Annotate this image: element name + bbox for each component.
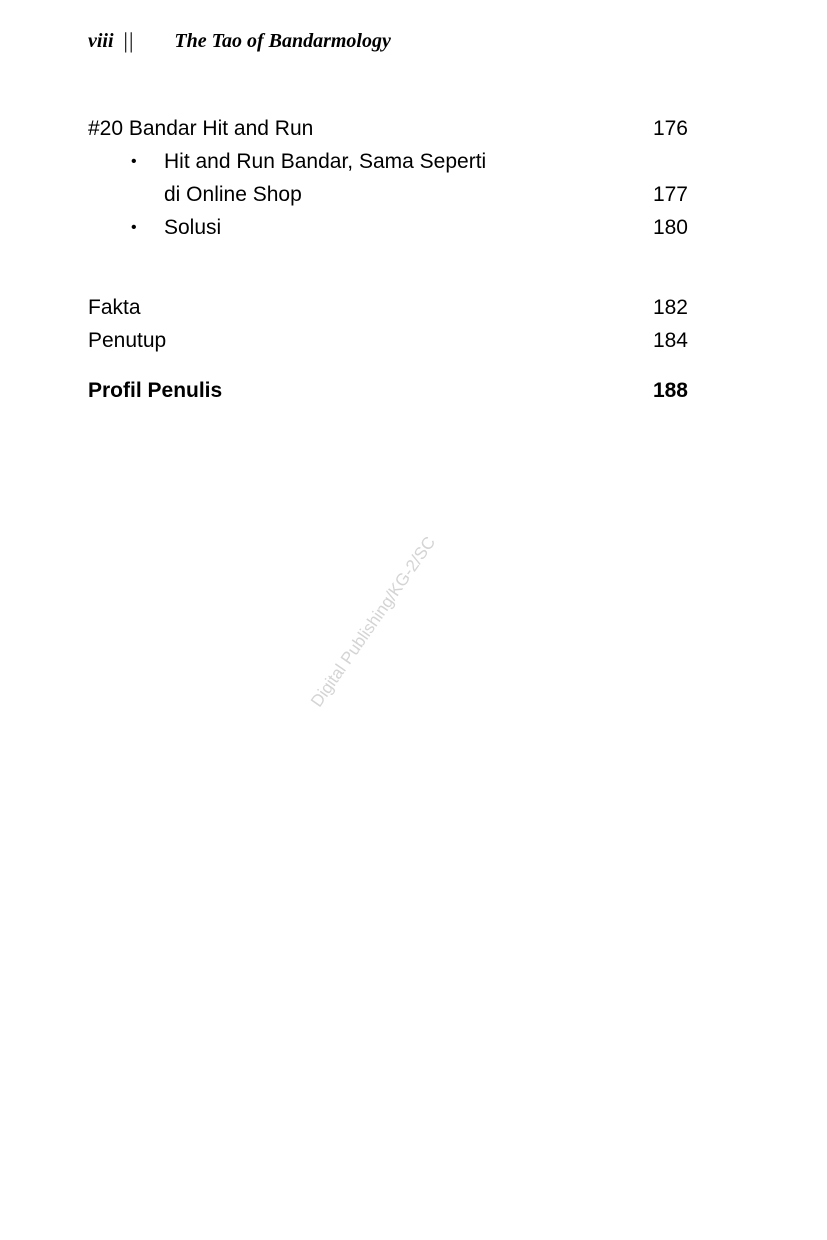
toc-subentry-hit-and-run[interactable] bbox=[88, 145, 688, 178]
toc-subentry-solusi[interactable] bbox=[88, 211, 688, 244]
table-of-contents bbox=[88, 112, 688, 407]
bullet-icon: • bbox=[131, 219, 137, 236]
toc-entry-label: Hit and Run Bandar, Sama Seperti bbox=[164, 150, 487, 173]
toc-entry-profil-penulis[interactable] bbox=[88, 374, 688, 407]
toc-entry-page: 182 bbox=[652, 296, 688, 319]
toc-entry-page: 188 bbox=[652, 379, 688, 402]
page-number: viii bbox=[88, 29, 114, 52]
toc-entry-fakta[interactable] bbox=[88, 291, 688, 324]
toc-entry-label: Fakta bbox=[88, 296, 141, 319]
toc-entry-page: 176 bbox=[652, 117, 688, 140]
header-separator: || bbox=[123, 28, 135, 53]
toc-subentry-hit-and-run-cont[interactable] bbox=[88, 178, 688, 211]
watermark-text: Digital Publishing/KG-2/SC bbox=[307, 533, 440, 711]
toc-entry-penutup[interactable] bbox=[88, 324, 688, 357]
toc-entry-label: Solusi bbox=[164, 216, 222, 239]
running-header bbox=[88, 24, 391, 58]
book-title: The Tao of Bandarmology bbox=[174, 29, 391, 52]
toc-entry-label: Penutup bbox=[88, 329, 167, 352]
toc-entry-chapter-20[interactable] bbox=[88, 112, 688, 145]
toc-entry-label: Profil Penulis bbox=[88, 379, 223, 402]
toc-entry-page: 180 bbox=[652, 216, 688, 239]
toc-entry-label-cont: di Online Shop bbox=[164, 183, 302, 206]
toc-entry-page: 177 bbox=[652, 183, 688, 206]
bullet-icon: • bbox=[131, 153, 137, 170]
toc-entry-page: 184 bbox=[652, 329, 688, 352]
spacer bbox=[88, 357, 688, 374]
spacer bbox=[88, 244, 688, 291]
toc-entry-label: #20 Bandar Hit and Run bbox=[88, 117, 314, 140]
